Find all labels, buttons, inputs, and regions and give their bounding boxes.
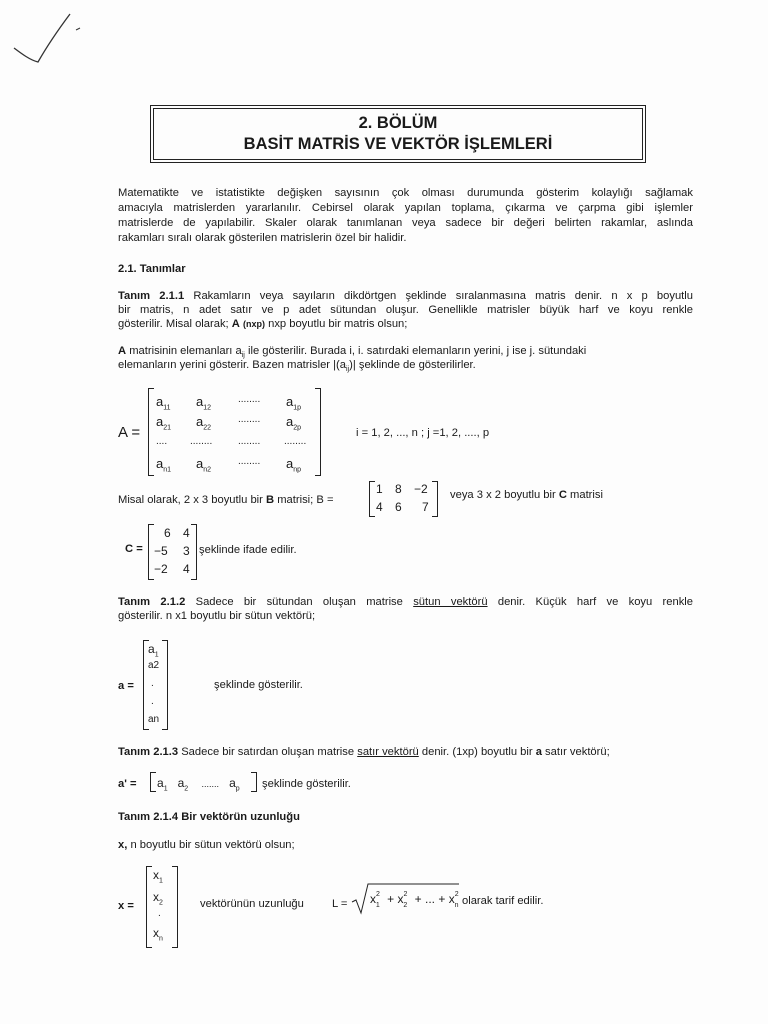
subscript: ij bbox=[241, 352, 245, 360]
row-vector-elements bbox=[157, 776, 240, 792]
text: satır vektörü; bbox=[545, 746, 610, 758]
text: denir. (1xp) boyutlu bir bbox=[421, 746, 533, 758]
subscript: 2 bbox=[184, 785, 189, 793]
vector-a-right-bracket bbox=[162, 640, 168, 730]
vector-a-dot-2: . bbox=[151, 696, 154, 707]
subscript: n bbox=[454, 902, 459, 909]
cell: a bbox=[157, 776, 164, 790]
cell: a bbox=[196, 414, 204, 429]
cell: a bbox=[177, 776, 185, 790]
text: )| şeklinde de gösterilirler. bbox=[349, 359, 476, 371]
cell: 6 bbox=[395, 500, 402, 514]
cell: 7 bbox=[422, 500, 429, 514]
superscript: 2 bbox=[376, 891, 380, 898]
cell: x bbox=[153, 926, 159, 940]
term: x bbox=[397, 892, 404, 906]
definition-2-1-1-line-1 bbox=[118, 289, 693, 303]
x-vector-middle-text: vektörünün uzunluğu bbox=[200, 898, 304, 910]
cell: 4 bbox=[376, 500, 383, 514]
cell: a bbox=[196, 394, 204, 409]
intro-line-4: rakamları sıralı olarak gösterilen matrislerin özel bir halidir. bbox=[118, 232, 407, 244]
x-vector-intro bbox=[118, 838, 693, 852]
matrix-b-left-bracket bbox=[369, 481, 375, 517]
intro-line-3: matrislerde de yapılabilir. Skaler olarak tanımlanan veya sadece bir değeri belirten rakamlar, aslında bbox=[118, 217, 693, 229]
cell: a bbox=[156, 394, 164, 409]
text: nxp boyutlu bir matris olsun; bbox=[268, 318, 408, 330]
text: denir. Küçük harf ve koyu renkle bbox=[497, 596, 694, 608]
text: ile gösterilir. Burada i, i. satırdaki elemanların yerini, j ise j. sütundaki bbox=[247, 345, 587, 357]
subscript: np bbox=[293, 466, 302, 474]
text: matrisi bbox=[570, 489, 603, 501]
cell: 3 bbox=[183, 544, 190, 558]
subscript: 22 bbox=[203, 424, 212, 432]
matrix-symbol: A bbox=[118, 345, 127, 357]
matrix-b-right-bracket bbox=[432, 481, 438, 517]
text: Sadece bir satırdan oluşan matrise bbox=[181, 746, 355, 758]
text: B = bbox=[316, 494, 334, 506]
matrix-a-lhs: A = bbox=[118, 424, 141, 441]
subscript: 21 bbox=[163, 424, 172, 432]
matrix-c-lhs: C = bbox=[125, 543, 143, 555]
definition-text: Rakamların veya sayıların dikdörtgen şeklinde sıralanmasına matris denir. n x p boyutlu bbox=[193, 290, 694, 302]
section-heading: 2.1. Tanımlar bbox=[118, 263, 186, 275]
example-c-text bbox=[450, 489, 603, 501]
vector-symbol: a bbox=[535, 746, 542, 758]
text: veya 3 x 2 boyutlu bir bbox=[450, 489, 556, 501]
cell: x bbox=[153, 868, 159, 882]
intro-line-2: amacıyla matrislerden yararlanılır. Cebirsel olarak yapılan toplama, çıkarma ve çarpma gibi işlemler bbox=[118, 202, 693, 214]
subscript: 11 bbox=[163, 404, 171, 412]
dots: ........ bbox=[238, 394, 261, 405]
operator: + bbox=[387, 892, 395, 906]
subscript: 1p bbox=[293, 404, 302, 412]
chapter-title: BASİT MATRİS VE VEKTÖR İŞLEMLERİ bbox=[243, 135, 553, 153]
definition-2-1-2-line-2: gösterilir. n x1 boyutlu bir sütun vektörü; bbox=[118, 610, 316, 622]
subscript: ij bbox=[346, 366, 350, 374]
definition-label: Tanım 2.1.2 bbox=[118, 596, 186, 608]
matrix-c-right-bracket bbox=[191, 524, 197, 580]
text: Misal olarak, 2 x 3 boyutlu bir bbox=[118, 494, 263, 506]
vector-a-dot-1: . bbox=[151, 678, 154, 689]
cell: a bbox=[286, 456, 294, 471]
row-vector-caption: şeklinde gösterilir. bbox=[262, 778, 351, 790]
cell: 1 bbox=[376, 482, 383, 496]
subscript: 2p bbox=[293, 424, 302, 432]
matrix-a-index-range: i = 1, 2, ..., n ; j =1, 2, ...., p bbox=[356, 427, 490, 439]
superscript: 2 bbox=[403, 891, 408, 898]
subscript: 1 bbox=[375, 902, 380, 909]
cell: 8 bbox=[395, 482, 402, 496]
row-vector-right-bracket bbox=[251, 772, 257, 792]
length-formula-radicand bbox=[370, 891, 463, 909]
handwritten-mark bbox=[8, 8, 88, 68]
cell: x bbox=[153, 890, 159, 904]
cell: 4 bbox=[183, 526, 190, 540]
x-vector-element-2 bbox=[153, 890, 163, 906]
cell: a bbox=[148, 642, 155, 656]
vector-symbol: x, bbox=[118, 839, 128, 851]
term: x bbox=[370, 892, 376, 906]
vector-a-lhs: a = bbox=[118, 680, 134, 692]
text: Sadece bir sütundan oluşan matrise bbox=[195, 596, 403, 608]
definition-2-1-1-line-2: bir matris, n adet satır ve p adet sütundan oluşur. Genellikle matrisler büyük harf ve koyu renkle bbox=[118, 304, 693, 316]
subscript: n2 bbox=[203, 466, 212, 474]
elements-line-2 bbox=[118, 358, 693, 377]
underlined-term: satır vektörü bbox=[357, 746, 419, 758]
dots: ........ bbox=[284, 436, 307, 447]
matrix-symbol: B bbox=[266, 494, 275, 506]
length-formula-lhs: L = bbox=[332, 898, 348, 910]
term: x bbox=[448, 892, 455, 906]
subscript: 1 bbox=[163, 785, 168, 793]
matrix-c-caption: şeklinde ifade edilir. bbox=[199, 544, 297, 556]
cell: 6 bbox=[164, 526, 171, 540]
dots: ........ bbox=[238, 414, 261, 425]
definition-title: Bir vektörün uzunluğu bbox=[181, 811, 300, 823]
x-vector-element-n bbox=[153, 926, 163, 942]
vector-a-element-2: a2 bbox=[148, 660, 160, 671]
definition-label: Tanım 2.1.3 bbox=[118, 746, 179, 758]
cell: 4 bbox=[183, 562, 190, 576]
cell: a bbox=[286, 414, 294, 429]
definition-2-1-2-line-1 bbox=[118, 595, 693, 609]
subscript: 2 bbox=[403, 902, 408, 909]
text: matrisinin elemanları a bbox=[129, 345, 242, 357]
superscript: 2 bbox=[454, 891, 459, 898]
x-vector-element-1 bbox=[153, 868, 163, 884]
dots: ....... bbox=[201, 779, 220, 789]
x-vector-dot: . bbox=[158, 908, 161, 919]
subscript: p bbox=[235, 785, 240, 793]
cell: −5 bbox=[154, 544, 168, 558]
matrix-symbol: C bbox=[558, 489, 567, 501]
vector-a-element-n: an bbox=[148, 714, 160, 725]
chapter-title-box bbox=[153, 108, 643, 160]
cell: a bbox=[229, 776, 236, 790]
dots: .... bbox=[156, 436, 168, 447]
row-vector-left-bracket bbox=[150, 772, 156, 792]
subscript: n1 bbox=[163, 466, 172, 474]
x-vector-left-bracket bbox=[146, 866, 152, 948]
matrix-dimension: (nxp) bbox=[242, 319, 265, 329]
cell: a bbox=[196, 456, 204, 471]
definition-2-1-1-line-3 bbox=[118, 317, 693, 331]
intro-line-1: Matematikte ve istatistikte değişken sayısının çok olması durumunda gösterim kolaylığı sağlamak bbox=[118, 187, 693, 199]
underlined-term: sütun vektörü bbox=[413, 596, 488, 608]
subscript: 2 bbox=[159, 899, 163, 907]
cell: −2 bbox=[154, 562, 168, 576]
text: n boyutlu bir sütun vektörü olsun; bbox=[130, 839, 295, 851]
chapter-number: 2. BÖLÜM bbox=[358, 114, 438, 132]
definition-label: Tanım 2.1.1 bbox=[118, 290, 185, 302]
definition-label: Tanım 2.1.4 bbox=[118, 811, 179, 823]
row-vector-lhs: a' = bbox=[118, 778, 137, 790]
cell: a bbox=[156, 414, 164, 429]
operator: + ... + bbox=[414, 892, 446, 906]
subscript: 1 bbox=[154, 651, 159, 659]
vector-a-element-1 bbox=[148, 642, 159, 658]
cell: a bbox=[286, 394, 294, 409]
vector-a-caption: şeklinde gösterilir. bbox=[214, 679, 303, 691]
length-formula-caption: olarak tarif edilir. bbox=[462, 895, 544, 907]
cell: a bbox=[156, 456, 164, 471]
text: elemanların yerini gösterir. Bazen matrisler |(a bbox=[118, 359, 346, 371]
dots: ........ bbox=[190, 436, 213, 447]
definition-2-1-3-line bbox=[118, 745, 693, 759]
x-vector-right-bracket bbox=[172, 866, 178, 948]
dots: ........ bbox=[238, 456, 261, 467]
text: matrisi; bbox=[277, 494, 314, 506]
dots: ........ bbox=[238, 436, 261, 447]
subscript: 12 bbox=[203, 404, 212, 412]
matrix-a-left-bracket bbox=[148, 388, 154, 476]
subscript: 1 bbox=[159, 877, 163, 885]
x-vector-lhs: x = bbox=[118, 900, 134, 912]
subscript: n bbox=[159, 935, 163, 943]
definition-2-1-4-line bbox=[118, 810, 693, 824]
text: gösterilir. Misal olarak; bbox=[118, 318, 229, 330]
cell: −2 bbox=[414, 482, 428, 496]
matrix-symbol: A bbox=[231, 318, 240, 330]
matrix-a-right-bracket bbox=[315, 388, 321, 476]
example-b-text bbox=[118, 494, 333, 506]
